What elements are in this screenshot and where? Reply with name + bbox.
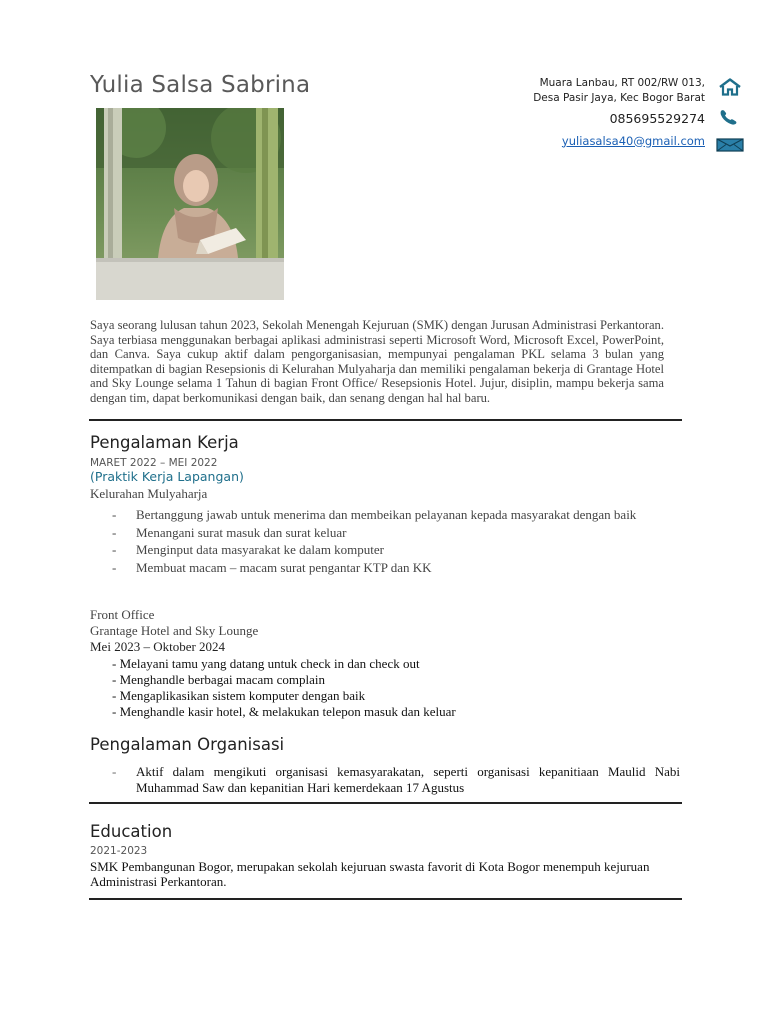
candidate-name: Yulia Salsa Sabrina — [90, 72, 311, 98]
section-divider — [89, 419, 682, 421]
job1-place: Kelurahan Mulyaharja — [90, 486, 208, 501]
job2-dates: Mei 2023 – Oktober 2024 — [90, 639, 226, 654]
job1-role: (Praktik Kerja Lapangan) — [90, 469, 244, 484]
list-item: - Bertanggung jawab untuk menerima dan membeikan pelayanan kepada masyarakat dengan baik — [112, 507, 678, 523]
section-heading-experience: Pengalaman Kerja — [90, 433, 239, 452]
list-item: - Menangani surat masuk dan surat keluar — [112, 525, 678, 541]
list-item: - Aktif dalam mengikuti organisasi kemasyarakatan, seperti organisasi kepanitiaan Maulid Nabi Muhammad Saw dan kepanitian Hari kemerdekaan 17 Agustus — [112, 764, 680, 795]
contact-block — [533, 76, 705, 148]
profile-summary: Saya seorang lulusan tahun 2023, Sekolah Menengah Kejuruan (SMK) dengan Jurusan Administrasi Perkantoran. Saya terbiasa menggunakan berbagai aplikasi administrasi seperti Microsoft Word, Microsoft Excel, PowerPoint, dan Canva. Saya cukup aktif dalam pengorganisasian, mempunyai pengalaman PKL selama 3 bulan yang ditempatkan di bagian Resepsionis di Kelurahan Mulyaharja dan memiliki pengalaman bekerja di Grantage Hotel and Sky Lounge selama 1 Tahun di bagian Front Office/ Resepsionis Hotel. Jujur, disiplin, mampu bekerja sama dengan tim, dapat berkomunikasi dengan baik, dan senang dengan hal hal baru. — [90, 318, 664, 405]
job2-place: Grantage Hotel and Sky Lounge — [90, 623, 259, 638]
section-heading-education: Education — [90, 822, 173, 841]
job1-duties — [112, 507, 678, 577]
address-line-1: Muara Lanbau, RT 002/RW 013, — [539, 77, 705, 89]
job2-duties — [112, 656, 456, 720]
list-item: - Menghandle kasir hotel, & melakukan telepon masuk dan keluar — [112, 704, 456, 720]
email-icon — [716, 138, 742, 158]
address-line-2: Desa Pasir Jaya, Kec Bogor Barat — [533, 91, 705, 104]
home-icon — [718, 78, 744, 98]
profile-photo — [96, 108, 284, 300]
section-heading-organization: Pengalaman Organisasi — [90, 735, 285, 754]
list-item: - Membuat macam – macam surat pengantar KTP dan KK — [112, 560, 678, 576]
education-description: SMK Pembangunan Bogor, merupakan sekolah kejuruan swasta favorit di Kota Bogor menempuh kejuruan Administrasi Perkantoran. — [90, 859, 650, 889]
phone-number: 085695529274 — [609, 111, 705, 126]
list-item: - Mengaplikasikan sistem komputer dengan baik — [112, 688, 456, 704]
job2-role: Front Office — [90, 607, 155, 622]
section-divider — [89, 898, 682, 900]
organization-list — [112, 764, 680, 795]
job2-header — [90, 607, 258, 655]
list-item: - Menginput data masyarakat ke dalam komputer — [112, 542, 678, 558]
email-link[interactable]: yuliasalsa40@gmail.com — [561, 133, 705, 148]
job1-dates: MARET 2022 – MEI 2022 — [90, 457, 218, 469]
list-item: - Menghandle berbagai macam complain — [112, 672, 456, 688]
list-item: - Melayani tamu yang datang untuk check in dan check out — [112, 656, 456, 672]
phone-icon — [718, 108, 744, 128]
section-divider — [89, 802, 682, 804]
education-years: 2021-2023 — [90, 845, 148, 857]
